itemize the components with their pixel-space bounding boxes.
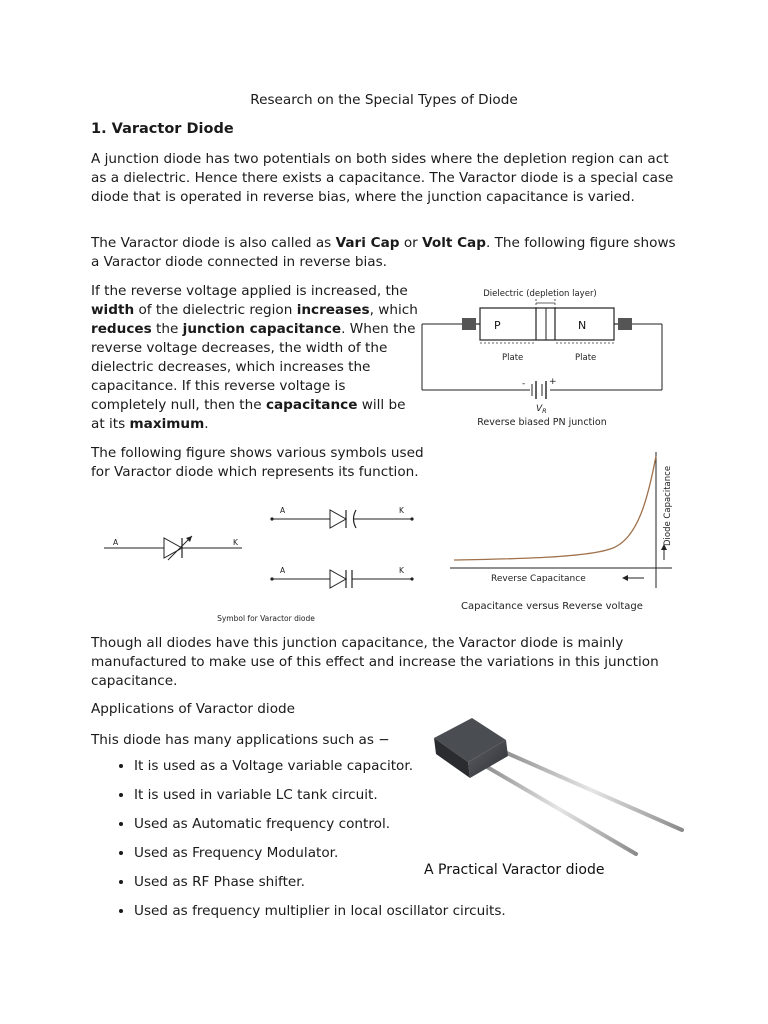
pn-caption: Reverse biased PN junction xyxy=(477,417,607,428)
pn-junction-figure xyxy=(418,284,666,430)
document-title: Research on the Special Types of Diode xyxy=(250,92,518,108)
varactor-photo-figure xyxy=(420,706,690,886)
list-item: • Used as Automatic frequency control. xyxy=(134,815,564,834)
svg-text:A: A xyxy=(280,506,286,515)
list-item: • Used as frequency multiplier in local oscillator circuits. xyxy=(134,902,564,921)
symbols-caption: Symbol for Varactor diode xyxy=(217,614,315,623)
symbols-paragraph: The following figure shows various symbols used for Varactor diode which represents its function. xyxy=(91,445,424,480)
battery-minus: - xyxy=(522,379,526,389)
varactor-symbol-bottom xyxy=(270,566,413,588)
varactor-symbols-figure xyxy=(96,500,446,626)
battery-plus: + xyxy=(549,377,557,387)
left-arrow-icon xyxy=(622,575,628,581)
reverse-voltage-paragraph: If the reverse voltage applied is increased, the width of the dielectric region increases, which reduces the junction capacitance. When the reverse voltage decreases, the width of the dielectric decreases, which increases the capacitance. If this reverse voltage is completely null, then the capacitance will be at its maximum. xyxy=(91,283,418,432)
p-region-label: P xyxy=(494,319,501,332)
vr-label: $V_R$ xyxy=(536,404,547,415)
applications-heading: Applications of Varactor diode xyxy=(91,701,296,717)
applications-intro: This diode has many applications such as − xyxy=(91,732,390,748)
curve-caption: Capacitance versus Reverse voltage xyxy=(461,601,643,612)
n-region-label: N xyxy=(578,319,587,332)
svg-text:K: K xyxy=(399,506,404,515)
intro-paragraph: A junction diode has two potentials on both sides where the depletion region can act as a dielectric. Hence there exists a capacitance. The Varactor diode is a special case diode that is operated in reverse bias, where the junction capacitance is varied. xyxy=(91,151,674,205)
plate-left-label: Plate xyxy=(502,353,524,363)
symbol-k-label: K xyxy=(233,538,238,547)
list-item: • It is used in variable LC tank circuit. xyxy=(134,786,564,805)
plate-right-label: Plate xyxy=(575,353,597,363)
junction-capacitance-paragraph: Though all diodes have this junction capacitance, the Varactor diode is mainly manufactured to make use of this effect and increase the variations in this junction capacitance. xyxy=(91,635,659,689)
photo-caption: A Practical Varactor diode xyxy=(424,862,605,878)
varactor-diode-photo xyxy=(434,718,682,854)
alias-paragraph: The Varactor diode is also called as Vari Cap or Volt Cap. The following figure shows a Varactor diode connected in reverse bias. xyxy=(91,235,676,270)
battery-icon xyxy=(532,381,546,399)
varactor-symbol-top xyxy=(270,506,413,528)
list-item: • Used as RF Phase shifter. xyxy=(134,873,564,892)
capacitance-curve xyxy=(454,456,656,560)
section-heading: 1. Varactor Diode xyxy=(91,121,234,137)
curve-xlabel: Reverse Capacitance xyxy=(491,574,586,584)
list-item: • Used as Frequency Modulator. xyxy=(134,844,564,863)
symbol-a-label: A xyxy=(113,538,119,547)
curve-ylabel: Diode Capacitance xyxy=(663,465,673,546)
varactor-symbol-main xyxy=(104,536,242,560)
list-item: • It is used as a Voltage variable capacitor. xyxy=(134,757,564,776)
svg-text:A: A xyxy=(280,566,286,575)
dielectric-label: Dielectric (depletion layer) xyxy=(483,289,597,299)
capacitance-curve-figure xyxy=(448,448,678,616)
svg-text:K: K xyxy=(399,566,404,575)
